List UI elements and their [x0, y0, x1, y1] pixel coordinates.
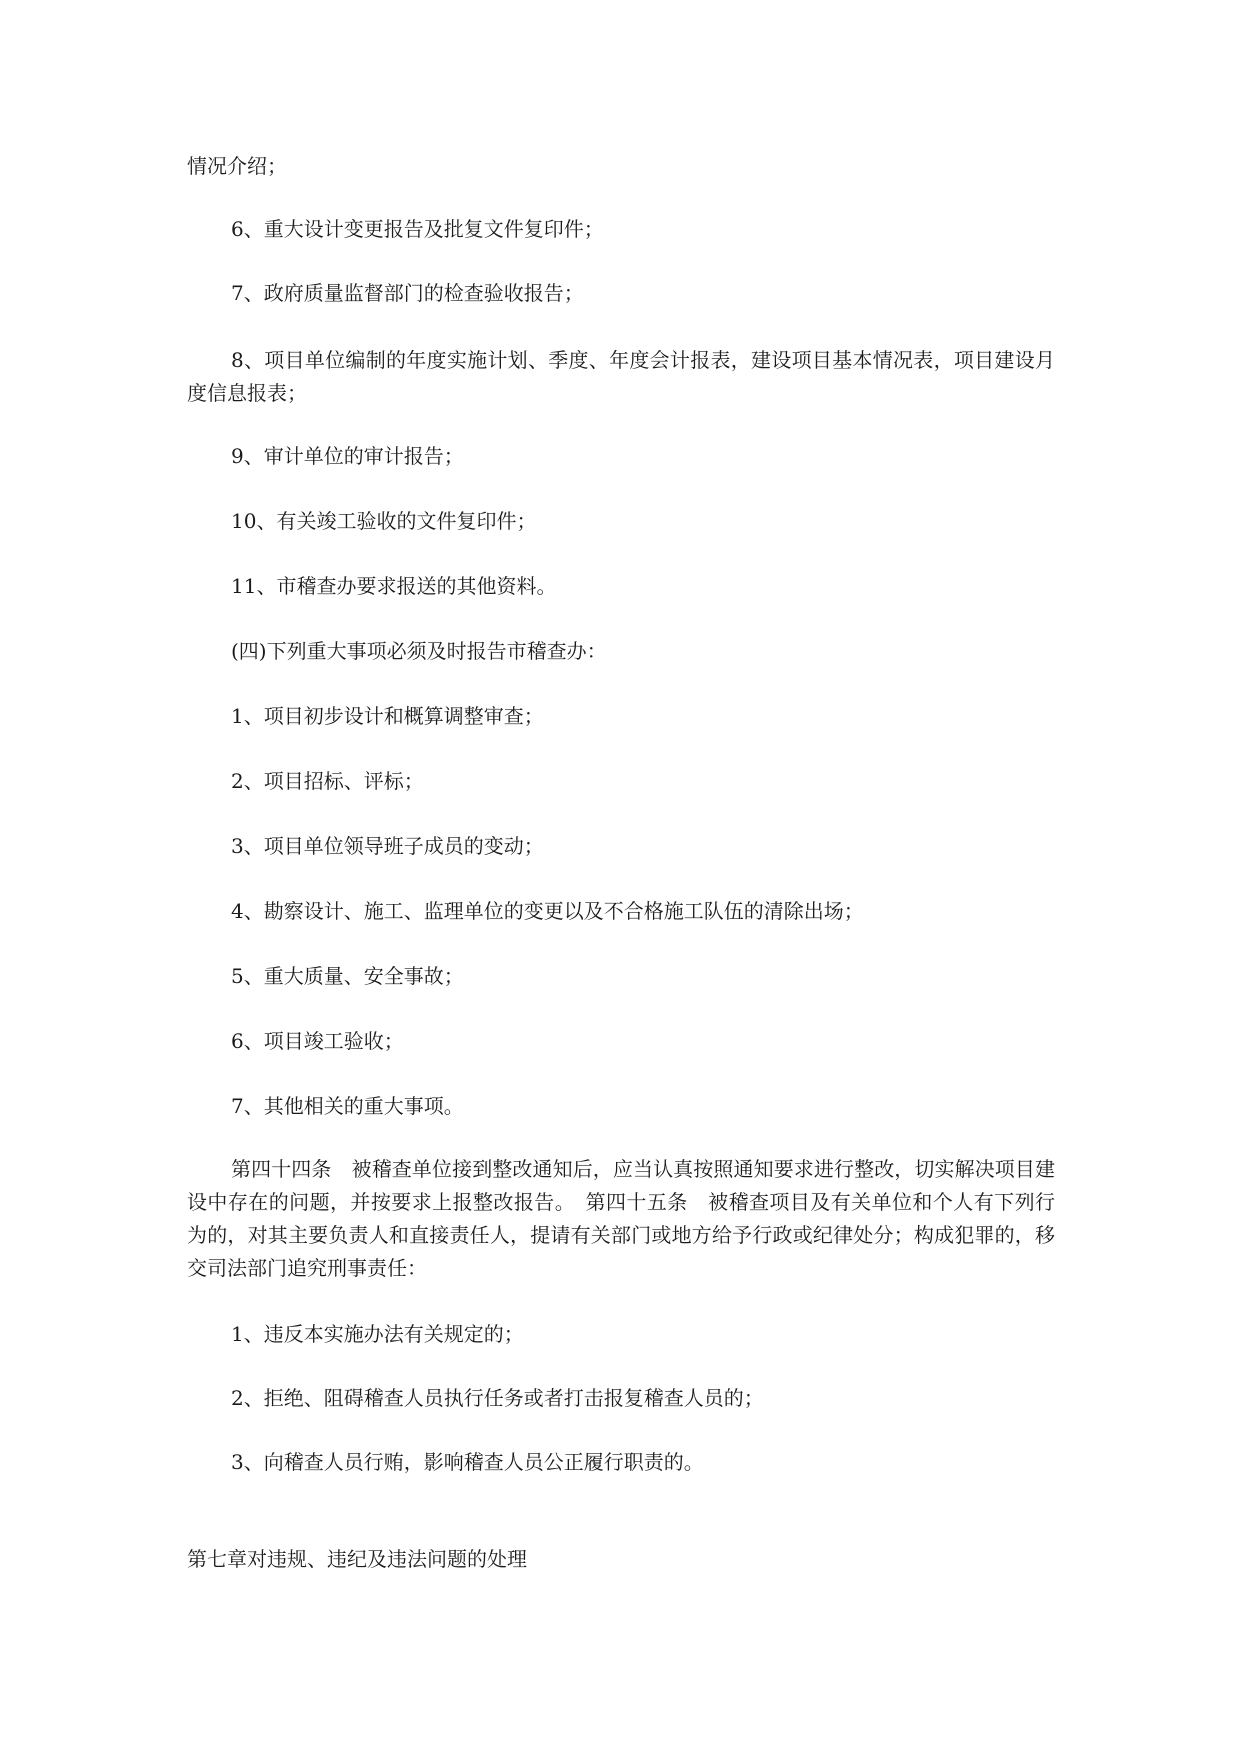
chapter-heading: 第七章对违规、违纪及违法问题的处理: [187, 1547, 527, 1571]
text-line: 情况介绍；: [187, 154, 287, 178]
list-item: 7、政府质量监督部门的检查验收报告；: [231, 281, 584, 305]
list-item: 2、拒绝、阻碍稽查人员执行任务或者打击报复稽查人员的；: [231, 1386, 764, 1410]
list-item: 3、向稽查人员行贿，影响稽查人员公正履行职责的。: [231, 1450, 704, 1474]
list-item: 1、违反本实施办法有关规定的；: [231, 1322, 524, 1346]
section-heading: (四)下列重大事项必须及时报告市稽查办：: [231, 639, 607, 663]
paragraph: 8、项目单位编制的年度实施计划、季度、年度会计报表，建设项目基本情况表，项目建设月度信息报表；: [187, 348, 1055, 405]
list-item: 5、重大质量、安全事故；: [231, 964, 464, 988]
article-paragraph: 第四十四条 被稽查单位接到整改通知后，应当认真按照通知要求进行整改，切实解决项目建设中存在的问题，并按要求上报整改报告。 第四十五条 被稽查项目及有关单位和个人有下列行为的，对其主要负责人和直接责任人，提请有关部门或地方给予行政或纪律处分；构成犯罪的，移交司法部门追究刑事责任：: [187, 1157, 1055, 1280]
list-item: 4、勘察设计、施工、监理单位的变更以及不合格施工队伍的清除出场；: [231, 899, 864, 923]
list-item: 9、审计单位的审计报告；: [231, 444, 464, 468]
list-item: 3、项目单位领导班子成员的变动；: [231, 834, 544, 858]
list-item: 1、项目初步设计和概算调整审查；: [231, 704, 544, 728]
list-item: 2、项目招标、评标；: [231, 769, 424, 793]
list-item: 10、有关竣工验收的文件复印件；: [231, 509, 537, 533]
list-item: 6、项目竣工验收；: [231, 1029, 404, 1053]
list-item: 6、重大设计变更报告及批复文件复印件；: [231, 217, 604, 241]
list-item: 11、市稽查办要求报送的其他资料。: [231, 574, 557, 598]
list-item: 7、其他相关的重大事项。: [231, 1094, 464, 1118]
